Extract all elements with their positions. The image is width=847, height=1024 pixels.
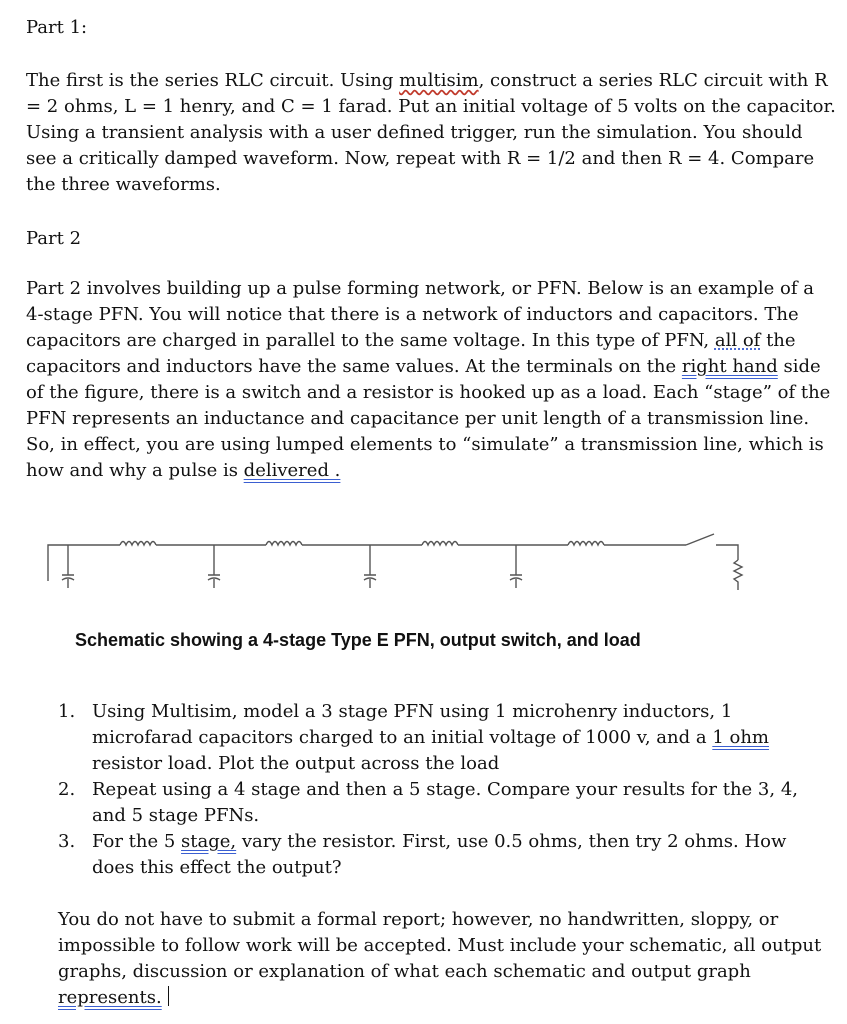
grammar-mark-1-ohm[interactable]: 1 ohm <box>712 727 769 748</box>
task-number: 3. <box>58 831 76 852</box>
part1-text-a: The first is the series RLC circuit. Using <box>26 70 400 91</box>
task-item[interactable] <box>58 777 818 829</box>
inductor-3 <box>422 542 458 546</box>
left-rail <box>48 545 120 581</box>
part2-paragraph[interactable] <box>26 276 836 484</box>
part2-text-c: side of the figure, there is a switch and a resistor is hooked up as a load. Each “stage” of the PFN represents an inductance and capacitance per unit length of a transmission line. So, in effect, you are using lumped elements to “simulate” a transmission line, which is how and why a pulse is <box>26 356 831 481</box>
spellcheck-word-multisim[interactable]: multisim <box>399 70 479 91</box>
task-item[interactable] <box>58 829 818 881</box>
task-number: 1. <box>58 701 76 722</box>
part1-text-b: , construct a series RLC circuit with R = 2 ohms, L = 1 henry, and C = 1 farad. Put an initial voltage of 5 volts on the capacitor. Using a transient analysis with a user defined trigger, run the simulation. You should see a critically damped waveform. Now, repeat with R = 1/2 and then R = 4. Compare the three waveforms. <box>26 70 836 195</box>
task-text: Using Multisim, model a 3 stage PFN using 1 microhenry inductors, 1 microfarad capacitors charged to an initial voltage of 1000 v, and a <box>92 701 733 748</box>
task-text-end: vary the resistor. First, use 0.5 ohms, then try 2 ohms. How does this effect the output? <box>92 831 787 878</box>
closing-text: You do not have to submit a formal report; however, no handwritten, sloppy, or impossible to follow work will be accepted. Must include your schematic, all output graphs, discussion or explanation of what each schematic and output graph <box>58 909 822 982</box>
grammar-mark-all-of[interactable]: all of <box>714 330 761 351</box>
capacitor-2 <box>208 545 220 588</box>
grammar-mark-delivered[interactable]: delivered . <box>243 460 341 481</box>
schematic-caption: Schematic showing a 4-stage Type E PFN, output switch, and load <box>75 630 641 650</box>
part2-text-a: Part 2 involves building up a pulse forming network, or PFN. Below is an example of a 4-stage PFN. You will notice that there is a network of inductors and capacitors. The capacitors are charged in parallel to the same voltage. In this type of PFN, <box>26 278 815 351</box>
part2-text-b: the capacitors and inductors have the same values. At the terminals on the <box>26 330 796 377</box>
grammar-mark-stage[interactable]: stage, <box>181 831 237 852</box>
grammar-mark-right-hand[interactable]: right hand <box>681 356 778 377</box>
part2-heading: Part 2 <box>26 228 82 249</box>
part1-heading: Part 1: <box>26 17 88 38</box>
capacitor-4 <box>510 545 522 588</box>
text-cursor <box>168 986 169 1006</box>
closing-paragraph[interactable] <box>58 907 828 1011</box>
grammar-mark-represents[interactable]: represents. <box>58 987 162 1008</box>
inductor-1 <box>120 542 156 546</box>
capacitor-3 <box>364 545 376 588</box>
inductor-2 <box>266 542 302 546</box>
load-resistor <box>734 560 742 590</box>
task-item[interactable] <box>58 699 818 777</box>
part1-paragraph[interactable] <box>26 68 836 198</box>
task-text-end: resistor load. Plot the output across the load <box>92 753 500 774</box>
capacitor-1 <box>62 545 74 588</box>
inductor-4 <box>568 542 604 546</box>
output-switch <box>686 534 714 545</box>
task-text: Repeat using a 4 stage and then a 5 stage. Compare your results for the 3, 4, and 5 stage PFNs. <box>92 779 798 826</box>
task-number: 2. <box>58 779 76 800</box>
task-list <box>58 699 818 881</box>
task-text: For the 5 <box>92 831 182 852</box>
pfn-schematic <box>38 508 758 608</box>
